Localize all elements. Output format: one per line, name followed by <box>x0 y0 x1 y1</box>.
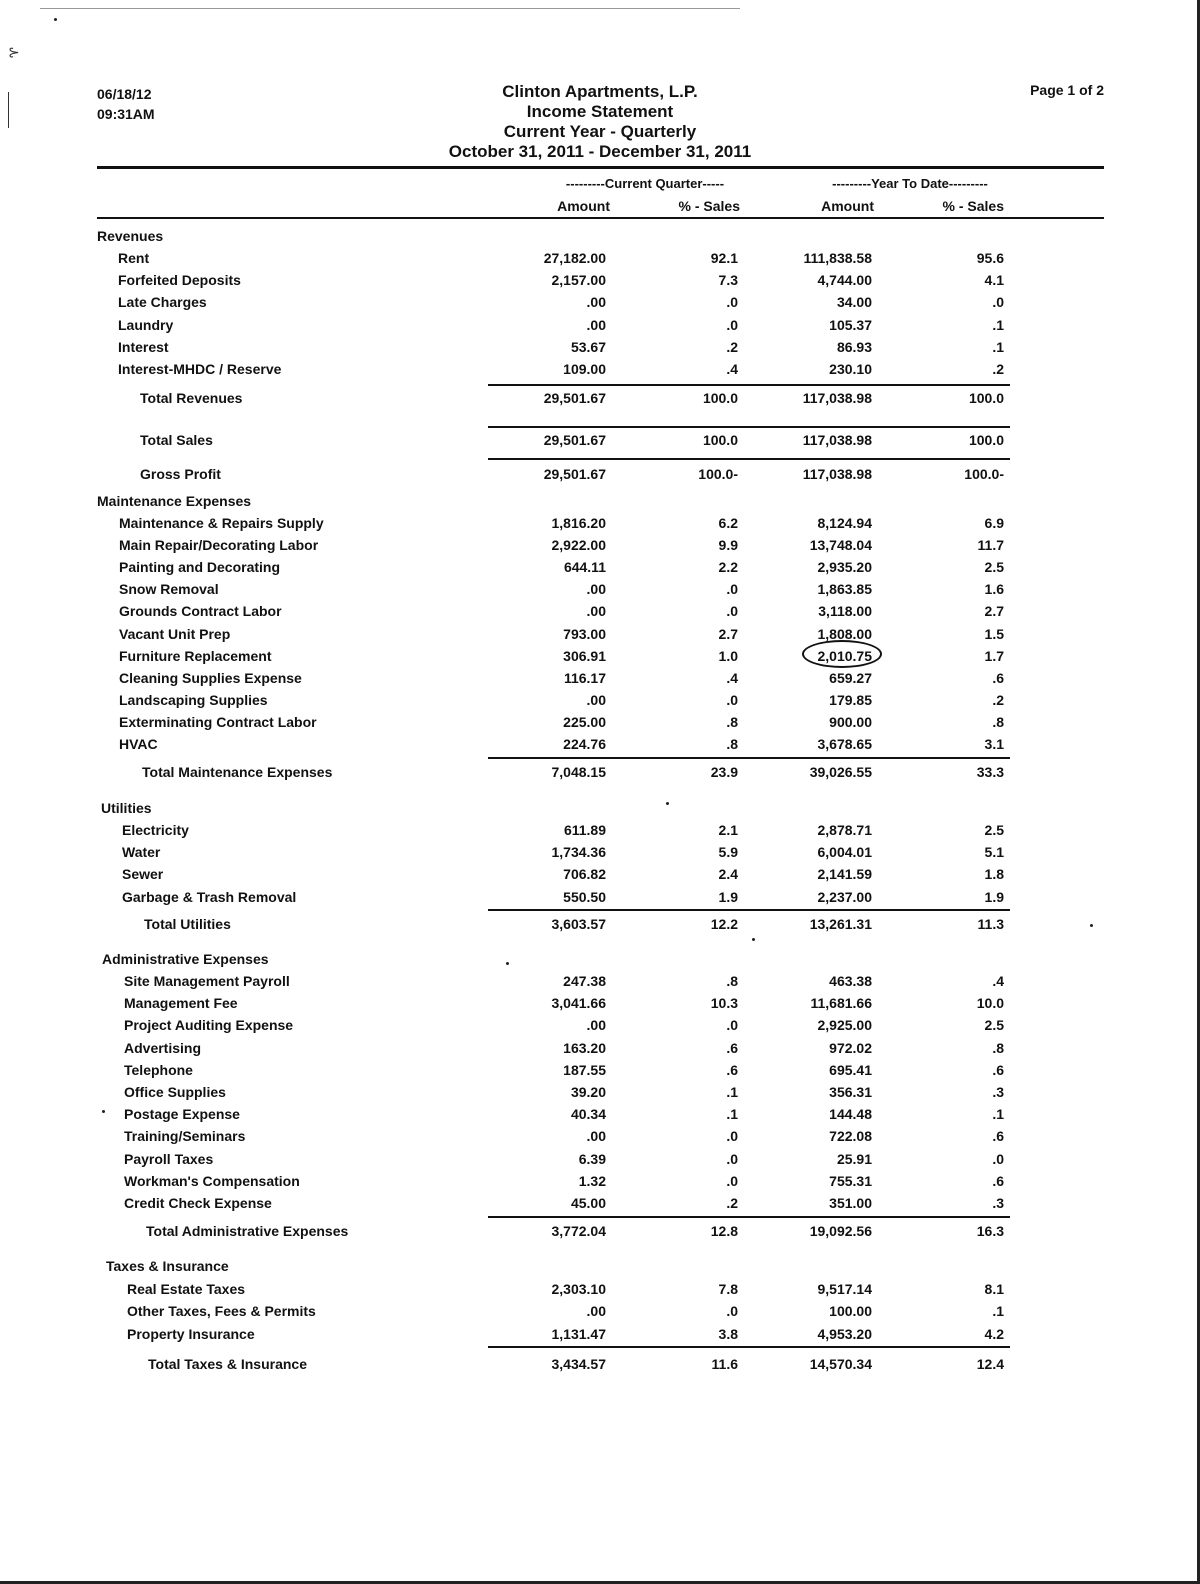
ytd-amount: 230.10 <box>829 361 872 377</box>
ytd-amount: 695.41 <box>829 1062 872 1078</box>
ytd-amount: 4,744.00 <box>817 272 872 288</box>
line-item-label: Sewer <box>122 866 164 882</box>
section-heading-label: Revenues <box>97 228 164 244</box>
line-item-row <box>0 294 1200 314</box>
ytd-pct-sales: .0 <box>992 1151 1004 1167</box>
ytd-pct-sales: .1 <box>992 317 1004 333</box>
current-quarter-amount: 40.34 <box>570 1106 606 1122</box>
total-rule <box>488 1216 1010 1218</box>
current-quarter-amount: 6.39 <box>578 1151 606 1167</box>
ytd-amount: 3,118.00 <box>818 603 872 619</box>
total-row <box>0 466 1200 486</box>
total-row <box>0 916 1200 936</box>
current-quarter-amount: .00 <box>586 317 606 333</box>
line-item-row <box>0 250 1200 270</box>
line-item-label: Site Management Payroll <box>124 973 290 989</box>
ytd-amount: 2,925.00 <box>817 1017 872 1033</box>
ytd-amount: 25.91 <box>836 1151 872 1167</box>
current-quarter-pct-sales: .0 <box>726 581 738 597</box>
current-quarter-amount: 3,434.57 <box>551 1356 606 1372</box>
stray-dot <box>752 938 755 941</box>
current-quarter-pct-sales: 2.4 <box>718 866 738 882</box>
current-quarter-amount: 3,772.04 <box>551 1223 606 1239</box>
line-item-row <box>0 1195 1200 1215</box>
line-item-label: Project Auditing Expense <box>124 1017 294 1033</box>
total-rule <box>488 1346 1010 1348</box>
current-quarter-pct-sales: .0 <box>726 1151 738 1167</box>
current-quarter-pct-sales: 23.9 <box>710 764 738 780</box>
total-label: Total Utilities <box>144 916 231 932</box>
total-label: Total Administrative Expenses <box>146 1223 349 1239</box>
ytd-pct-sales: .1 <box>992 339 1004 355</box>
total-label: Total Revenues <box>140 390 243 406</box>
line-item-row <box>0 844 1200 864</box>
ytd-pct-sales: .6 <box>992 1173 1004 1189</box>
stray-dot <box>1090 924 1093 927</box>
line-item-row <box>0 317 1200 337</box>
line-item-row <box>0 581 1200 601</box>
line-item-row <box>0 1173 1200 1193</box>
current-quarter-amount: 7,048.15 <box>551 764 606 780</box>
line-item-row <box>0 515 1200 535</box>
current-quarter-pct-sales: .8 <box>726 714 738 730</box>
ytd-pct-sales: 3.1 <box>984 736 1004 752</box>
current-quarter-amount: 3,041.66 <box>551 995 606 1011</box>
total-row <box>0 432 1200 452</box>
ytd-pct-sales: .8 <box>992 714 1004 730</box>
line-item-label: Late Charges <box>118 294 207 310</box>
ytd-amount: 8,124.94 <box>817 515 872 531</box>
ytd-amount: 2,141.59 <box>817 866 872 882</box>
current-quarter-pct-sales: 9.9 <box>718 537 738 553</box>
line-item-label: Snow Removal <box>119 581 219 597</box>
current-quarter-pct-sales: 92.1 <box>710 250 738 266</box>
line-item-label: Laundry <box>118 317 174 333</box>
ytd-amount: 356.31 <box>829 1084 872 1100</box>
section-heading <box>0 228 1200 248</box>
stray-dot <box>102 1110 105 1113</box>
ytd-pct-sales: 12.4 <box>976 1356 1004 1372</box>
line-item-label: Cleaning Supplies Expense <box>119 670 302 686</box>
ytd-pct-sales: 33.3 <box>976 764 1004 780</box>
total-label: Total Maintenance Expenses <box>142 764 333 780</box>
total-label: Total Sales <box>140 432 213 448</box>
current-quarter-amount: 45.00 <box>570 1195 606 1211</box>
ytd-pct-sales: .6 <box>992 670 1004 686</box>
ytd-amount: 463.38 <box>829 973 872 989</box>
current-quarter-amount: 550.50 <box>563 889 606 905</box>
ytd-pct-sales: 2.5 <box>984 822 1004 838</box>
line-item-row <box>0 1303 1200 1323</box>
ytd-amount: 13,748.04 <box>809 537 872 553</box>
current-quarter-pct-sales: .0 <box>726 1173 738 1189</box>
line-item-label: Furniture Replacement <box>119 648 272 664</box>
total-row <box>0 1356 1200 1376</box>
current-quarter-amount: 1.32 <box>578 1173 606 1189</box>
current-quarter-pct-sales: 12.2 <box>710 916 738 932</box>
current-quarter-amount: 3,603.57 <box>551 916 606 932</box>
section-heading <box>0 951 1200 971</box>
line-item-label: Electricity <box>122 822 189 838</box>
total-row <box>0 764 1200 784</box>
current-quarter-pct-sales: 2.2 <box>718 559 738 575</box>
ytd-pct-sales: .1 <box>992 1303 1004 1319</box>
total-rule <box>488 757 1010 759</box>
current-quarter-amount: 2,303.10 <box>551 1281 606 1297</box>
line-item-row <box>0 537 1200 557</box>
current-quarter-group: ---------Current Quarter----- <box>565 176 725 191</box>
line-item-row <box>0 1084 1200 1104</box>
total-rule <box>488 384 1010 386</box>
report-date: 06/18/12 <box>97 86 152 102</box>
current-quarter-pct-sales: .1 <box>726 1084 738 1100</box>
ytd-pct-sales: .8 <box>992 1040 1004 1056</box>
line-item-row <box>0 692 1200 712</box>
col-ytd-pct: % - Sales <box>942 198 1004 214</box>
report-title-block <box>400 82 800 162</box>
current-quarter-amount: 29,501.67 <box>543 390 606 406</box>
ytd-amount: 2,878.71 <box>817 822 872 838</box>
current-quarter-pct-sales: 100.0 <box>702 432 738 448</box>
line-item-row <box>0 1040 1200 1060</box>
col-ytd-amount: Amount <box>821 198 874 214</box>
ytd-amount: 86.93 <box>836 339 872 355</box>
ytd-pct-sales: 11.7 <box>977 537 1004 553</box>
ytd-amount: 6,004.01 <box>817 844 872 860</box>
ytd-amount: 755.31 <box>829 1173 872 1189</box>
line-item-row <box>0 1128 1200 1148</box>
line-item-label: Vacant Unit Prep <box>119 626 231 642</box>
ytd-pct-sales: .1 <box>992 1106 1004 1122</box>
current-quarter-pct-sales: .0 <box>726 1017 738 1033</box>
header-rule-bottom <box>97 217 1104 219</box>
margin-mark: ⊱ <box>8 44 20 60</box>
ytd-pct-sales: .0 <box>992 294 1004 310</box>
total-label: Gross Profit <box>140 466 221 482</box>
ytd-pct-sales: .2 <box>992 361 1004 377</box>
line-item-label: Advertising <box>124 1040 202 1056</box>
line-item-row <box>0 889 1200 909</box>
ytd-amount: 9,517.14 <box>817 1281 872 1297</box>
col-cq-pct: % - Sales <box>678 198 740 214</box>
ytd-pct-sales: 2.5 <box>984 1017 1004 1033</box>
ytd-amount: 2,935.20 <box>817 559 872 575</box>
line-item-row <box>0 822 1200 842</box>
current-quarter-pct-sales: 3.8 <box>718 1326 738 1342</box>
ytd-pct-sales: 1.5 <box>984 626 1004 642</box>
ytd-pct-sales: 5.1 <box>984 844 1004 860</box>
ytd-amount: 13,261.31 <box>809 916 872 932</box>
line-item-row <box>0 714 1200 734</box>
current-quarter-amount: 1,131.47 <box>551 1326 606 1342</box>
ytd-amount: 659.27 <box>829 670 872 686</box>
current-quarter-pct-sales: .0 <box>726 294 738 310</box>
line-item-label: Water <box>122 844 161 860</box>
line-item-row <box>0 1281 1200 1301</box>
total-rule <box>488 458 1010 460</box>
ytd-amount: 179.85 <box>829 692 872 708</box>
current-quarter-pct-sales: .8 <box>726 973 738 989</box>
current-quarter-pct-sales: 2.1 <box>718 822 738 838</box>
ytd-amount: 2,237.00 <box>817 889 872 905</box>
ytd-pct-sales: 1.8 <box>984 866 1004 882</box>
line-item-label: Office Supplies <box>124 1084 226 1100</box>
current-quarter-pct-sales: 7.8 <box>718 1281 738 1297</box>
ytd-pct-sales: 1.9 <box>984 889 1004 905</box>
current-quarter-pct-sales: .0 <box>726 692 738 708</box>
ytd-amount: 111,838.58 <box>803 250 872 266</box>
line-item-row <box>0 603 1200 623</box>
ytd-amount: 2,010.75 <box>817 648 872 664</box>
current-quarter-pct-sales: 7.3 <box>718 272 738 288</box>
current-quarter-pct-sales: 12.8 <box>710 1223 738 1239</box>
total-row <box>0 1223 1200 1243</box>
ytd-pct-sales: 1.6 <box>984 581 1004 597</box>
ytd-pct-sales: 1.7 <box>984 648 1004 664</box>
section-heading <box>0 800 1200 820</box>
current-quarter-amount: .00 <box>586 1128 606 1144</box>
period-type: Current Year - Quarterly <box>503 122 697 141</box>
section-heading-label: Utilities <box>101 800 152 816</box>
ytd-pct-sales: 8.1 <box>984 1281 1004 1297</box>
stray-dot <box>666 802 669 805</box>
current-quarter-pct-sales: .2 <box>726 1195 738 1211</box>
current-quarter-amount: 644.11 <box>563 559 606 575</box>
ytd-pct-sales: 10.0 <box>976 995 1004 1011</box>
line-item-label: Maintenance & Repairs Supply <box>119 515 324 531</box>
current-quarter-amount: 1,734.36 <box>551 844 606 860</box>
ytd-pct-sales: 100.0 <box>968 390 1004 406</box>
current-quarter-pct-sales: 10.3 <box>710 995 738 1011</box>
section-heading <box>0 493 1200 513</box>
line-item-row <box>0 559 1200 579</box>
line-item-row <box>0 339 1200 359</box>
current-quarter-amount: 306.91 <box>563 648 606 664</box>
current-quarter-amount: .00 <box>586 294 606 310</box>
ytd-pct-sales: 6.9 <box>984 515 1004 531</box>
year-to-date-group: ---------Year To Date--------- <box>832 176 988 191</box>
line-item-row <box>0 1151 1200 1171</box>
section-heading-label: Administrative Expenses <box>102 951 269 967</box>
current-quarter-pct-sales: 100.0- <box>698 466 738 482</box>
current-quarter-amount: 163.20 <box>563 1040 606 1056</box>
line-item-row <box>0 272 1200 292</box>
line-item-row <box>0 973 1200 993</box>
margin-bar <box>8 92 9 128</box>
current-quarter-pct-sales: .0 <box>726 317 738 333</box>
current-quarter-amount: 706.82 <box>563 866 606 882</box>
current-quarter-amount: 793.00 <box>563 626 606 642</box>
line-item-label: Property Insurance <box>127 1326 255 1342</box>
current-quarter-amount: 53.67 <box>570 339 606 355</box>
line-item-row <box>0 866 1200 886</box>
current-quarter-amount: 1,816.20 <box>551 515 606 531</box>
line-item-label: Credit Check Expense <box>124 1195 272 1211</box>
current-quarter-amount: 2,922.00 <box>551 537 606 553</box>
handwritten-circle-mark <box>802 640 882 668</box>
ytd-pct-sales: 16.3 <box>976 1223 1004 1239</box>
header-rule-top <box>97 166 1104 169</box>
current-quarter-pct-sales: 6.2 <box>718 515 738 531</box>
total-rule <box>488 426 1010 428</box>
current-quarter-pct-sales: 11.6 <box>711 1356 738 1372</box>
current-quarter-pct-sales: .2 <box>726 339 738 355</box>
report-time: 09:31AM <box>97 106 155 122</box>
ytd-pct-sales: .4 <box>992 973 1004 989</box>
page-number: Page 1 of 2 <box>1030 82 1104 98</box>
ytd-pct-sales: 4.1 <box>984 272 1004 288</box>
ytd-amount: 14,570.34 <box>809 1356 872 1372</box>
ytd-amount: 4,953.20 <box>817 1326 872 1342</box>
line-item-label: Postage Expense <box>124 1106 240 1122</box>
ytd-amount: 117,038.98 <box>802 390 872 406</box>
ytd-pct-sales: .3 <box>992 1195 1004 1211</box>
current-quarter-pct-sales: .0 <box>726 603 738 619</box>
ytd-amount: 972.02 <box>829 1040 872 1056</box>
current-quarter-pct-sales: .6 <box>726 1062 738 1078</box>
line-item-row <box>0 736 1200 756</box>
current-quarter-pct-sales: .1 <box>726 1106 738 1122</box>
ytd-amount: 117,038.98 <box>802 432 872 448</box>
current-quarter-pct-sales: .0 <box>726 1128 738 1144</box>
line-item-label: HVAC <box>119 736 158 752</box>
line-item-label: Painting and Decorating <box>119 559 281 575</box>
total-rule <box>488 909 1010 911</box>
line-item-label: Payroll Taxes <box>124 1151 214 1167</box>
line-item-row <box>0 1326 1200 1346</box>
line-item-row <box>0 648 1200 668</box>
ytd-pct-sales: 11.3 <box>977 916 1004 932</box>
current-quarter-amount: 224.76 <box>563 736 606 752</box>
ytd-amount: 144.48 <box>829 1106 872 1122</box>
current-quarter-amount: 2,157.00 <box>551 272 606 288</box>
current-quarter-amount: 39.20 <box>570 1084 606 1100</box>
current-quarter-pct-sales: 5.9 <box>718 844 738 860</box>
line-item-row <box>0 670 1200 690</box>
line-item-label: Grounds Contract Labor <box>119 603 282 619</box>
stray-dot <box>506 962 509 965</box>
ytd-amount: 1,808.00 <box>817 626 872 642</box>
report-name: Income Statement <box>526 102 674 121</box>
line-item-label: Training/Seminars <box>124 1128 246 1144</box>
ytd-pct-sales: .2 <box>992 692 1004 708</box>
current-quarter-amount: .00 <box>586 692 606 708</box>
line-item-label: Main Repair/Decorating Labor <box>119 537 319 553</box>
current-quarter-pct-sales: .8 <box>726 736 738 752</box>
company-name: Clinton Apartments, L.P. <box>502 82 698 101</box>
current-quarter-pct-sales: .0 <box>726 1303 738 1319</box>
line-item-label: Other Taxes, Fees & Permits <box>127 1303 316 1319</box>
line-item-label: Exterminating Contract Labor <box>119 714 317 730</box>
current-quarter-pct-sales: .6 <box>726 1040 738 1056</box>
line-item-label: Landscaping Supplies <box>119 692 268 708</box>
current-quarter-amount: .00 <box>586 1017 606 1033</box>
current-quarter-amount: 247.38 <box>563 973 606 989</box>
ytd-pct-sales: .6 <box>992 1062 1004 1078</box>
section-heading-label: Maintenance Expenses <box>97 493 252 509</box>
total-label: Total Taxes & Insurance <box>148 1356 307 1372</box>
section-heading-label: Taxes & Insurance <box>106 1258 229 1274</box>
line-item-label: Workman's Compensation <box>124 1173 300 1189</box>
ytd-pct-sales: 2.7 <box>984 603 1004 619</box>
current-quarter-pct-sales: .4 <box>726 670 738 686</box>
ytd-amount: 1,863.85 <box>817 581 872 597</box>
current-quarter-amount: .00 <box>586 603 606 619</box>
current-quarter-pct-sales: 100.0 <box>702 390 738 406</box>
current-quarter-pct-sales: 1.9 <box>718 889 738 905</box>
line-item-label: Forfeited Deposits <box>118 272 241 288</box>
current-quarter-amount: 225.00 <box>563 714 606 730</box>
line-item-row <box>0 626 1200 646</box>
ytd-amount: 19,092.56 <box>809 1223 872 1239</box>
col-cq-amount: Amount <box>557 198 610 214</box>
ytd-amount: 900.00 <box>829 714 872 730</box>
ytd-amount: 351.00 <box>829 1195 872 1211</box>
current-quarter-amount: 29,501.67 <box>543 432 606 448</box>
ytd-pct-sales: .6 <box>992 1128 1004 1144</box>
current-quarter-amount: 29,501.67 <box>543 466 606 482</box>
scan-top-line <box>40 8 740 9</box>
ytd-pct-sales: 100.0- <box>964 466 1004 482</box>
line-item-label: Telephone <box>124 1062 193 1078</box>
stray-dot <box>54 18 57 21</box>
ytd-pct-sales: .3 <box>992 1084 1004 1100</box>
current-quarter-amount: 611.89 <box>563 822 606 838</box>
ytd-amount: 3,678.65 <box>817 736 872 752</box>
line-item-row <box>0 995 1200 1015</box>
ytd-amount: 34.00 <box>836 294 872 310</box>
ytd-pct-sales: 4.2 <box>984 1326 1004 1342</box>
section-heading <box>0 1258 1200 1278</box>
line-item-row <box>0 1106 1200 1126</box>
ytd-pct-sales: 95.6 <box>976 250 1004 266</box>
current-quarter-amount: 27,182.00 <box>543 250 606 266</box>
ytd-amount: 105.37 <box>829 317 872 333</box>
line-item-label: Interest-MHDC / Reserve <box>118 361 282 377</box>
line-item-label: Real Estate Taxes <box>127 1281 246 1297</box>
current-quarter-amount: 116.17 <box>563 670 606 686</box>
ytd-amount: 39,026.55 <box>809 764 872 780</box>
ytd-amount: 117,038.98 <box>802 466 872 482</box>
ytd-amount: 722.08 <box>829 1128 872 1144</box>
current-quarter-amount: .00 <box>586 581 606 597</box>
current-quarter-amount: 109.00 <box>563 361 606 377</box>
ytd-pct-sales: 2.5 <box>984 559 1004 575</box>
line-item-label: Rent <box>118 250 150 266</box>
ytd-amount: 11,681.66 <box>810 995 872 1011</box>
line-item-row <box>0 361 1200 381</box>
current-quarter-pct-sales: .4 <box>726 361 738 377</box>
date-range: October 31, 2011 - December 31, 2011 <box>448 142 752 161</box>
current-quarter-amount: .00 <box>586 1303 606 1319</box>
total-row <box>0 390 1200 410</box>
line-item-row <box>0 1062 1200 1082</box>
current-quarter-amount: 187.55 <box>563 1062 606 1078</box>
current-quarter-pct-sales: 2.7 <box>718 626 738 642</box>
line-item-label: Garbage & Trash Removal <box>122 889 297 905</box>
ytd-amount: 100.00 <box>829 1303 872 1319</box>
line-item-label: Management Fee <box>124 995 238 1011</box>
ytd-pct-sales: 100.0 <box>968 432 1004 448</box>
line-item-label: Interest <box>118 339 169 355</box>
current-quarter-pct-sales: 1.0 <box>718 648 738 664</box>
line-item-row <box>0 1017 1200 1037</box>
